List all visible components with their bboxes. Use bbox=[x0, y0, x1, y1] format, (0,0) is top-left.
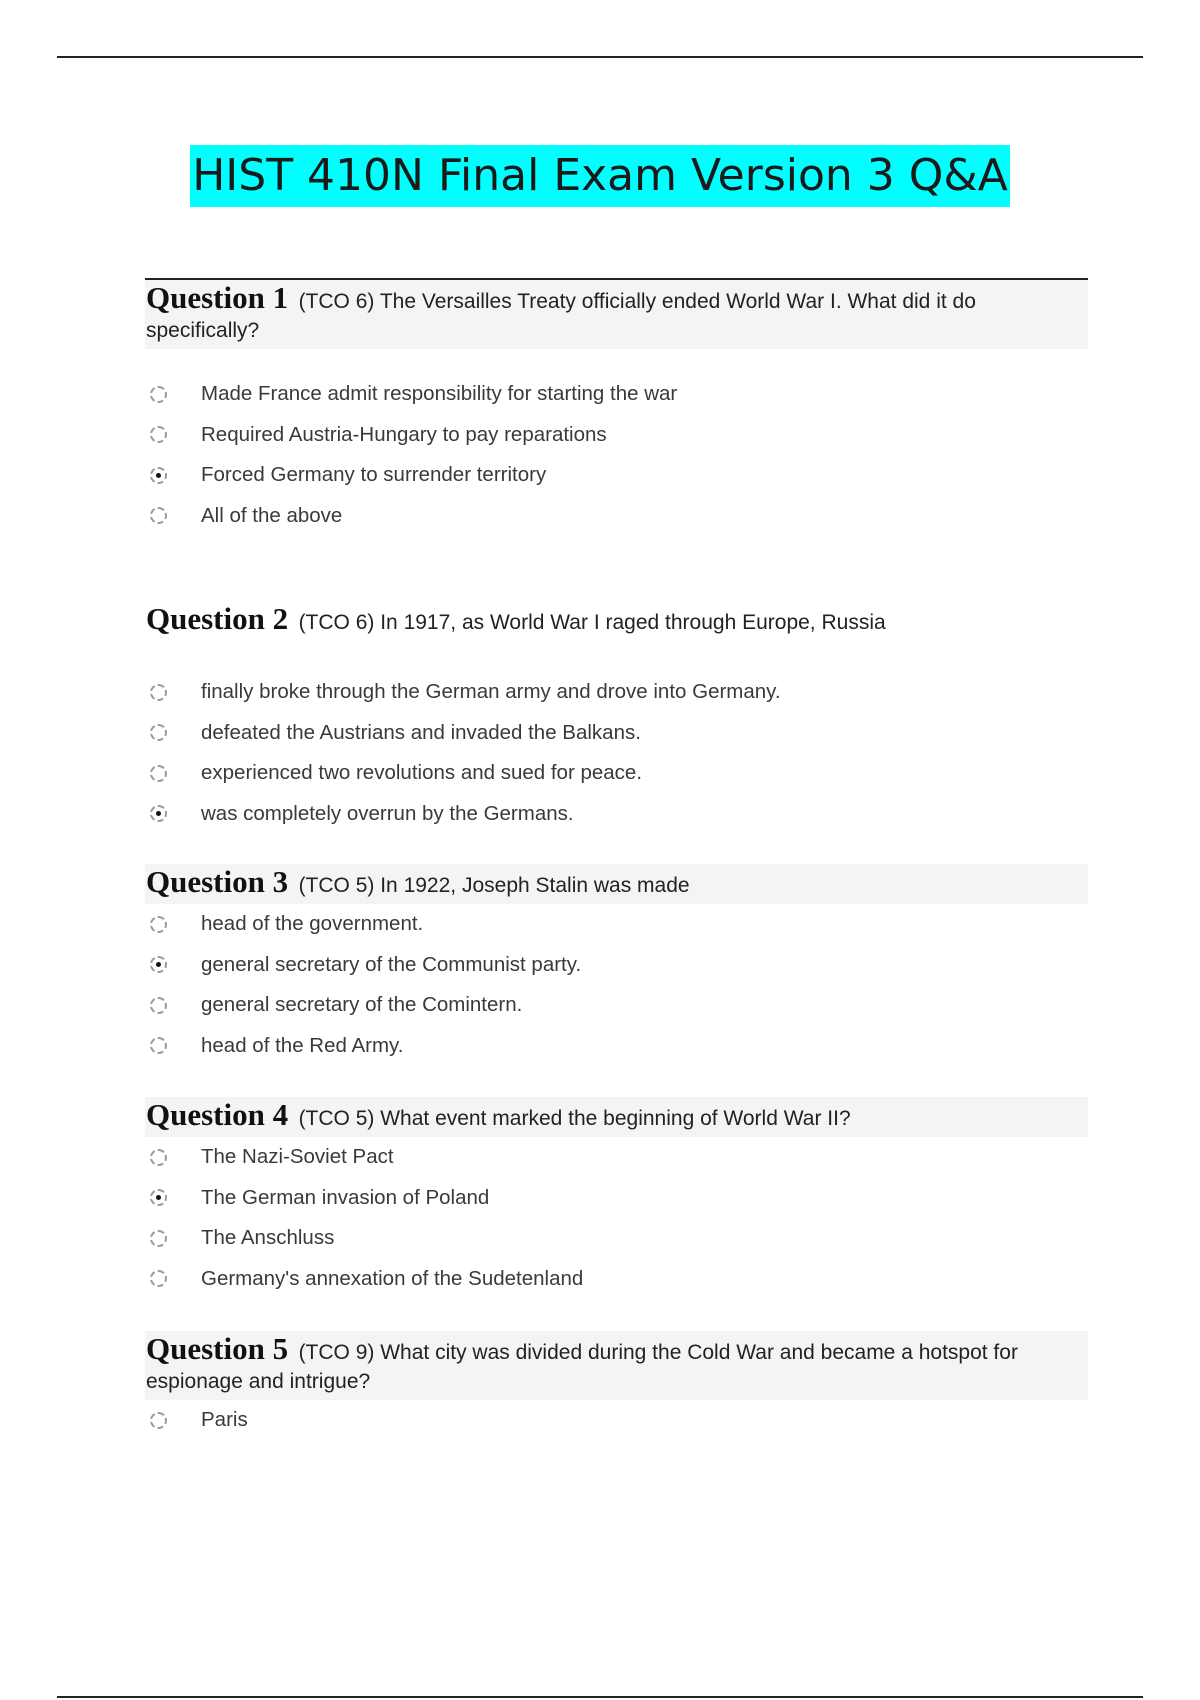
option-label: Made France admit responsibility for starting the war bbox=[201, 382, 678, 406]
question-text: (TCO 6) In 1917, as World War I raged through Europe, Russia bbox=[298, 611, 886, 634]
answer-option[interactable] bbox=[145, 904, 1088, 945]
question-number: Question 4 bbox=[146, 1097, 289, 1132]
option-label: Required Austria-Hungary to pay reparations bbox=[201, 422, 607, 446]
question-3 bbox=[145, 864, 1088, 1066]
radio-icon[interactable] bbox=[150, 724, 167, 741]
question-number: Question 2 bbox=[146, 601, 289, 636]
question-5 bbox=[145, 1331, 1088, 1441]
answer-option[interactable] bbox=[145, 1259, 1088, 1300]
answer-option[interactable] bbox=[145, 496, 1088, 537]
radio-selected-icon[interactable] bbox=[150, 467, 167, 484]
answer-options bbox=[145, 374, 1088, 536]
answer-option[interactable] bbox=[145, 753, 1088, 794]
radio-icon[interactable] bbox=[150, 1037, 167, 1054]
radio-icon[interactable] bbox=[150, 386, 167, 403]
option-label: head of the Red Army. bbox=[201, 1033, 404, 1057]
radio-icon[interactable] bbox=[150, 997, 167, 1014]
answer-option[interactable] bbox=[145, 713, 1088, 754]
question-number: Question 5 bbox=[146, 1331, 289, 1366]
answer-option[interactable] bbox=[145, 415, 1088, 456]
answer-option[interactable] bbox=[145, 1218, 1088, 1259]
answer-options bbox=[145, 672, 1088, 834]
answer-options bbox=[145, 1137, 1088, 1299]
question-header bbox=[145, 601, 1088, 641]
radio-icon[interactable] bbox=[150, 1149, 167, 1166]
answer-option[interactable] bbox=[145, 672, 1088, 713]
option-label: general secretary of the Communist party. bbox=[201, 952, 582, 976]
question-header bbox=[145, 1097, 1088, 1137]
option-label: was completely overrun by the Germans. bbox=[201, 801, 574, 825]
option-label: head of the government. bbox=[201, 912, 424, 936]
question-header bbox=[145, 278, 1088, 349]
page-title: HIST 410N Final Exam Version 3 Q&A bbox=[190, 145, 1010, 207]
option-label: The German invasion of Poland bbox=[201, 1185, 490, 1209]
answer-option[interactable] bbox=[145, 1400, 1088, 1441]
question-4 bbox=[145, 1097, 1088, 1299]
radio-selected-icon[interactable] bbox=[150, 956, 167, 973]
option-label: All of the above bbox=[201, 503, 343, 527]
radio-icon[interactable] bbox=[150, 684, 167, 701]
answer-option[interactable] bbox=[145, 1178, 1088, 1219]
radio-icon[interactable] bbox=[150, 507, 167, 524]
radio-icon[interactable] bbox=[150, 765, 167, 782]
question-number: Question 3 bbox=[146, 864, 289, 899]
question-text: (TCO 6) The Versailles Treaty officially ended World War I. What did it do specifically? bbox=[146, 290, 976, 342]
option-label: general secretary of the Comintern. bbox=[201, 993, 523, 1017]
question-number: Question 1 bbox=[146, 280, 289, 315]
option-label: defeated the Austrians and invaded the Balkans. bbox=[201, 720, 641, 744]
option-label: Germany's annexation of the Sudetenland bbox=[201, 1266, 584, 1290]
question-header bbox=[145, 1331, 1088, 1400]
radio-selected-icon[interactable] bbox=[150, 805, 167, 822]
option-label: Paris bbox=[201, 1408, 248, 1432]
answer-options bbox=[145, 904, 1088, 1066]
answer-option[interactable] bbox=[145, 985, 1088, 1026]
title-container bbox=[0, 145, 1200, 207]
answer-option[interactable] bbox=[145, 1026, 1088, 1067]
question-text: (TCO 5) In 1922, Joseph Stalin was made bbox=[298, 874, 690, 897]
answer-option[interactable] bbox=[145, 455, 1088, 496]
answer-option[interactable] bbox=[145, 374, 1088, 415]
radio-icon[interactable] bbox=[150, 1270, 167, 1287]
top-divider bbox=[57, 56, 1143, 58]
radio-icon[interactable] bbox=[150, 1230, 167, 1247]
question-text: (TCO 9) What city was divided during the Cold War and became a hotspot for espionage and intrigue? bbox=[146, 1341, 1018, 1393]
radio-icon[interactable] bbox=[150, 916, 167, 933]
radio-icon[interactable] bbox=[150, 1412, 167, 1429]
answer-option[interactable] bbox=[145, 1137, 1088, 1178]
question-header bbox=[145, 864, 1088, 904]
radio-selected-icon[interactable] bbox=[150, 1189, 167, 1206]
radio-icon[interactable] bbox=[150, 426, 167, 443]
option-label: The Nazi-Soviet Pact bbox=[201, 1145, 394, 1169]
bottom-divider bbox=[57, 1696, 1143, 1698]
option-label: finally broke through the German army and drove into Germany. bbox=[201, 680, 781, 704]
answer-options bbox=[145, 1400, 1088, 1441]
question-text: (TCO 5) What event marked the beginning of World War II? bbox=[298, 1107, 851, 1130]
question-2 bbox=[145, 601, 1088, 834]
answer-option[interactable] bbox=[145, 794, 1088, 835]
answer-option[interactable] bbox=[145, 945, 1088, 986]
option-label: Forced Germany to surrender territory bbox=[201, 463, 547, 487]
question-1 bbox=[145, 278, 1088, 536]
option-label: The Anschluss bbox=[201, 1226, 335, 1250]
option-label: experienced two revolutions and sued for peace. bbox=[201, 761, 643, 785]
